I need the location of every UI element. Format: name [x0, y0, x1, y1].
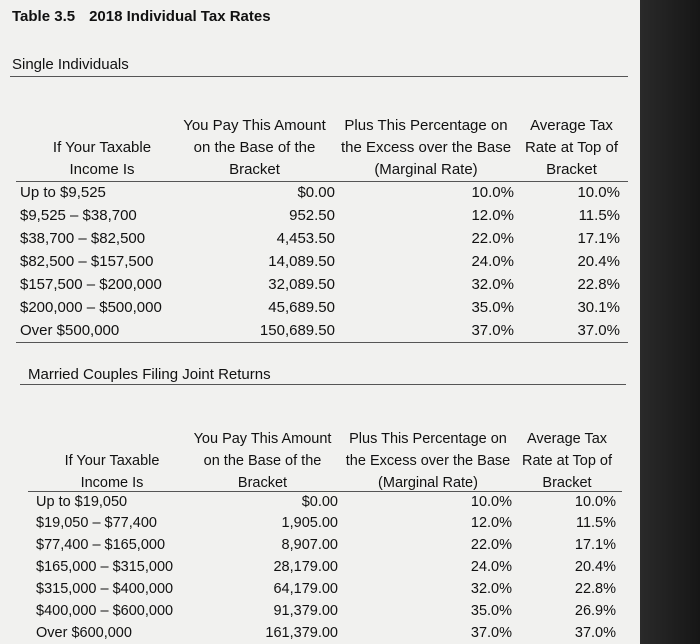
header-line: If Your Taxable	[64, 453, 160, 469]
col-header-income	[32, 450, 192, 494]
header-line: Bracket	[229, 161, 280, 178]
cell-marginal: 35.0%	[471, 299, 514, 316]
col-header-base	[180, 428, 345, 494]
table-bottom-rule	[16, 342, 628, 343]
cell-base: 45,689.50	[268, 299, 335, 316]
header-line: (Marginal Rate)	[374, 161, 478, 178]
cell-income: $77,400 – $165,000	[36, 537, 166, 553]
header-line: on the Base of the	[193, 139, 316, 156]
col-header-marginal	[338, 428, 518, 494]
cell-income: Over $600,000	[36, 625, 132, 641]
cell-income: $315,000 – $400,000	[36, 581, 174, 597]
col-header-average	[512, 428, 622, 494]
page-edge-shadow	[640, 0, 700, 644]
cell-income: $200,000 – $500,000	[20, 299, 162, 316]
cell-base: 91,379.00	[273, 603, 338, 619]
cell-base: $0.00	[301, 494, 338, 510]
cell-income: $82,500 – $157,500	[20, 253, 154, 270]
section-divider	[20, 384, 626, 385]
cell-average: 11.5%	[575, 515, 616, 531]
cell-average: 11.5%	[578, 207, 620, 224]
cell-average: 20.4%	[574, 559, 616, 575]
cell-average: 22.8%	[574, 581, 616, 597]
header-line: (Marginal Rate)	[378, 475, 478, 491]
header-line: Bracket	[542, 475, 592, 491]
cell-marginal: 22.0%	[470, 537, 512, 553]
header-line: Bracket	[237, 475, 288, 491]
cell-average: 22.8%	[577, 276, 620, 293]
header-line: If Your Taxable	[52, 139, 152, 156]
cell-marginal: 10.0%	[471, 184, 514, 201]
header-line: Rate at Top of	[521, 453, 613, 469]
cell-average: 30.1%	[577, 299, 620, 316]
cell-income: $165,000 – $315,000	[36, 559, 174, 575]
cell-income: $19,050 – $77,400	[36, 515, 157, 531]
cell-base: $0.00	[297, 184, 335, 201]
header-line: Average Tax	[530, 117, 613, 134]
cell-average: 20.4%	[577, 253, 620, 270]
cell-income: Over $500,000	[20, 322, 120, 339]
cell-marginal: 32.0%	[470, 581, 512, 597]
cell-average: 37.0%	[574, 625, 616, 641]
section-divider	[10, 76, 628, 77]
cell-base: 161,379.00	[265, 625, 338, 641]
cell-average: 17.1%	[574, 537, 616, 553]
cell-marginal: 32.0%	[471, 276, 514, 293]
table-title-text: 2018 Individual Tax Rates	[89, 8, 271, 25]
header-line: Income Is	[80, 475, 144, 491]
cell-marginal: 12.0%	[471, 207, 514, 224]
cell-average: 17.1%	[577, 230, 620, 247]
cell-income: $157,500 – $200,000	[20, 276, 162, 293]
cell-base: 150,689.50	[259, 322, 335, 339]
header-line: You Pay This Amount	[193, 431, 332, 447]
cell-income: $400,000 – $600,000	[36, 603, 174, 619]
cell-average: 10.0%	[574, 494, 616, 510]
cell-marginal: 35.0%	[470, 603, 512, 619]
cell-average: 26.9%	[574, 603, 616, 619]
cell-income: $38,700 – $82,500	[20, 230, 146, 247]
col-header-base	[172, 115, 337, 181]
cell-marginal: 22.0%	[471, 230, 514, 247]
header-line: Bracket	[546, 161, 597, 178]
cell-income: Up to $9,525	[20, 184, 106, 201]
header-line: You Pay This Amount	[183, 117, 326, 134]
header-line: the Excess over the Base	[345, 453, 511, 469]
header-line: Rate at Top of	[524, 139, 619, 156]
cell-base: 952.50	[289, 207, 335, 224]
cell-marginal: 37.0%	[471, 322, 514, 339]
section-title-single: Single Individuals	[12, 56, 129, 73]
cell-marginal: 10.0%	[470, 494, 512, 510]
cell-income: $9,525 – $38,700	[20, 207, 137, 224]
cell-base: 64,179.00	[273, 581, 338, 597]
cell-base: 1,905.00	[281, 515, 338, 531]
cell-base: 4,453.50	[276, 230, 335, 247]
col-header-income	[22, 137, 182, 181]
cell-marginal: 12.0%	[470, 515, 512, 531]
cell-base: 32,089.50	[268, 276, 335, 293]
header-line: Plus This Percentage on	[349, 431, 507, 447]
cell-marginal: 24.0%	[471, 253, 514, 270]
cell-income: Up to $19,050	[36, 494, 128, 510]
header-line: the Excess over the Base	[340, 139, 512, 156]
cell-average: 10.0%	[577, 184, 620, 201]
cell-average: 37.0%	[577, 322, 620, 339]
section-title-married: Married Couples Filing Joint Returns	[28, 366, 271, 383]
cell-marginal: 24.0%	[470, 559, 512, 575]
cell-base: 28,179.00	[273, 559, 338, 575]
cell-base: 8,907.00	[281, 537, 338, 553]
header-line: on the Base of the	[203, 453, 322, 469]
cell-base: 14,089.50	[268, 253, 335, 270]
cell-marginal: 37.0%	[470, 625, 512, 641]
col-header-marginal	[336, 115, 516, 181]
table-label: Table 3.5	[12, 8, 76, 25]
table-title	[12, 8, 271, 25]
header-line: Plus This Percentage on	[344, 117, 508, 134]
col-header-average	[514, 115, 629, 181]
header-line: Average Tax	[526, 431, 608, 447]
header-line: Income Is	[69, 161, 135, 178]
